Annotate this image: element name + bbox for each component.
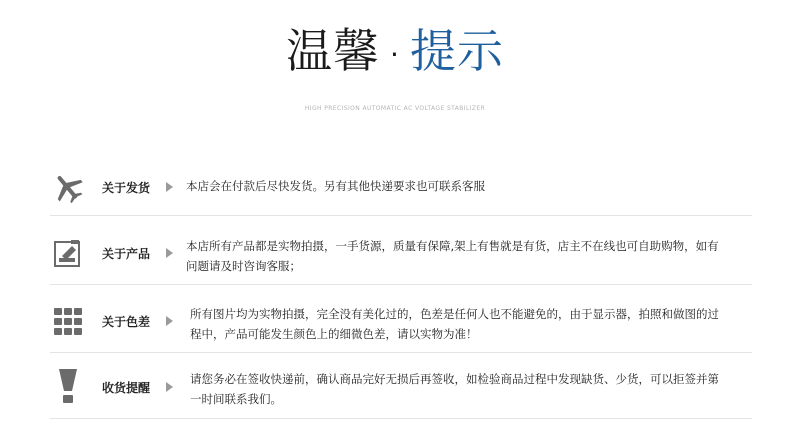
notice-text: 本店会在付款后尽快发货。另有其他快递要求也可联系客服 bbox=[186, 179, 485, 193]
airplane-icon bbox=[50, 170, 86, 206]
divider bbox=[50, 352, 752, 353]
notice-label: 关于色差 bbox=[102, 315, 151, 329]
title-black-part: 温馨 bbox=[286, 24, 381, 78]
notice-text: 本店所有产品都是实物拍摄，一手货源，质量有保障,架上有售就是有货，店主不在线也可自助购物，如有问题请及时咨询客服； bbox=[186, 239, 719, 273]
notice-row-shipping bbox=[50, 168, 752, 208]
notice-label: 关于产品 bbox=[102, 247, 151, 261]
notice-row-receiving bbox=[50, 366, 752, 412]
notice-text: 请您务必在签收快递前，确认商品完好无损后再签收，如检验商品过程中发现缺货、少货，可以拒签并第一时间联系我们。 bbox=[190, 372, 719, 406]
notice-label: 关于发货 bbox=[102, 181, 151, 195]
product-package-icon bbox=[50, 235, 86, 271]
page-subtitle: HIGH PRECISION AUTOMATIC AC VOLTAGE STABILIZER bbox=[304, 105, 486, 112]
title-blue-part: 提示 bbox=[409, 24, 504, 78]
divider bbox=[50, 215, 752, 216]
arrow-right-icon bbox=[166, 316, 173, 326]
page-title bbox=[0, 14, 790, 92]
arrow-right-icon bbox=[166, 382, 173, 392]
arrow-right-icon bbox=[166, 248, 173, 258]
notice-row-product bbox=[50, 234, 752, 278]
notice-label: 收货提醒 bbox=[102, 381, 151, 395]
title-dot: · bbox=[390, 37, 400, 71]
arrow-right-icon bbox=[166, 182, 173, 192]
divider bbox=[50, 284, 752, 285]
exclamation-icon bbox=[50, 368, 86, 404]
color-grid-icon bbox=[50, 303, 86, 339]
divider bbox=[50, 418, 752, 419]
notice-row-color bbox=[50, 301, 752, 345]
notice-text: 所有图片均为实物拍摄，完全没有美化过的，色差是任何人也不能避免的，由于显示器，拍照和做图的过程中，产品可能发生颜色上的细微色差，请以实物为准！ bbox=[190, 307, 719, 341]
